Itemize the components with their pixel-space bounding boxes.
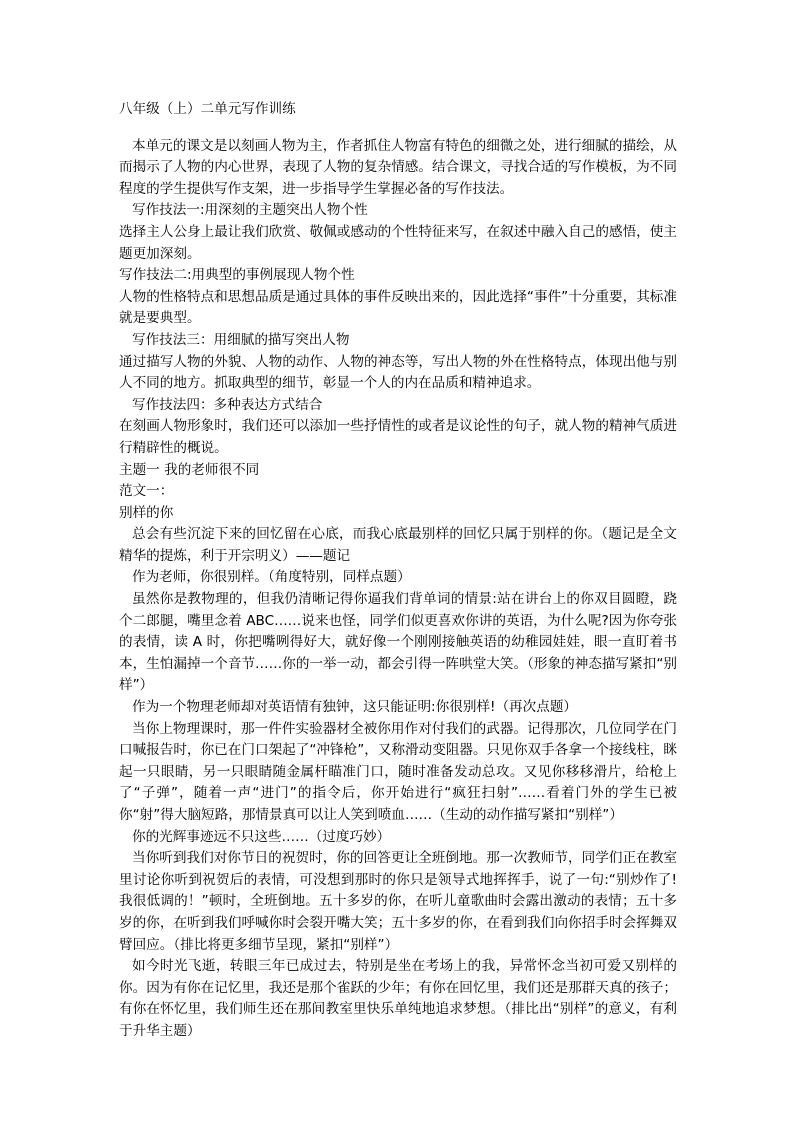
technique-4-body: 在刻画人物形象时，我们还可以添加一些抒情性的或者是议论性的句子，就人物的精神气质进行精辟性的概说。 (119, 418, 677, 456)
essay-title: 别样的你 (119, 504, 174, 521)
paragraph-intro: 本单元的课文是以刻画人物为主，作者抓住人物富有特色的细微之处，进行细腻的描绘，从而揭示了人物的内心世界，表现了人物的复杂情感。结合课文，寻找合适的写作模板，为不同程度的学生提供写作支架，进一步指导学生掌握必备的写作技法。 (119, 137, 677, 197)
essay-paragraph: 总会有些沉淀下来的回忆留在心底，而我心底最别样的回忆只属于别样的你。（题记是全文精华的提炼，利于开宗明义）——题记 (119, 526, 677, 564)
theme-heading: 主题一 我的老师很不同 (119, 461, 260, 478)
technique-1-heading: 写作技法一:用深刻的主题突出人物个性 (132, 202, 368, 219)
technique-3-heading: 写作技法三：用细腻的描写突出人物 (132, 331, 350, 348)
essay-paragraph: 虽然你是教物理的，但我仍清晰记得你逼我们背单词的情景:站在讲台上的你双目圆瞪，跷个二郎腿，嘴里念着 ABC……说来也怪，同学们似更喜欢你讲的英语，为什么呢?因为你夸张的表情，读 A 时，你把嘴咧得好大，就好像一个刚刚接触英语的幼稚园娃娃，眼一直盯着书本，生怕漏掉一个音节……你的一举一动，都会引得一阵哄堂大笑。（形象的神态描写紧扣“别样”） (119, 591, 677, 694)
document-title: 八年级（上）二单元写作训练 (119, 101, 296, 117)
technique-4-heading: 写作技法四：多种表达方式结合 (132, 396, 323, 413)
essay-paragraph: 当你上物理课时，那一件件实验器材全被你用作对付我们的武器。记得那次，几位同学在门口喊报告时，你已在门口架起了“冲锋枪”，又称滑动变阻器。只见你双手各拿一个接线柱，眯起一只眼睛，另一只眼睛随金属杆瞄准门口，随时准备发动总攻。又见你移移滑片，给枪上了“子弹”，随着一声“进门”的指令后，你开始进行“疯狂扫射”……看着门外的学生已被你“射”得大脑短路，那情景真可以让人笑到喷血……（生动的动作描写紧扣“别样”） (119, 720, 677, 823)
technique-3-body: 通过描写人物的外貌、人物的动作、人物的神态等，写出人物的外在性格特点，体现出他与别人不同的地方。抓取典型的细节，彰显一个人的内在品质和精神追求。 (119, 353, 677, 392)
essay-paragraph: 作为一个物理老师却对英语情有独钟，这只能证明:你很别样!（再次点题） (132, 699, 578, 716)
essay-paragraph: 你的光辉事迹远不只这些……（过度巧妙） (132, 828, 391, 845)
essay-paragraph: 作为老师，你很别样。（角度特别，同样点题） (132, 569, 411, 586)
technique-1-body: 选择主人公身上最让我们欣赏、敬佩或感动的个性特征来写，在叙述中融入自己的感悟，使主题更加深刻。 (119, 223, 677, 262)
sample-label: 范文一： (119, 483, 174, 500)
essay-paragraph: 如今时光飞逝，转眼三年已成过去，特别是坐在考场上的我，异常怀念当初可爱又别样的你。因为有你在记忆里，我还是那个雀跃的少年；有你在回忆里，我们还是那群天真的孩子；有你在怀忆里，我们师生还在那间教室里快乐单纯地追求梦想。（排比出“别样”的意义，有利于升华主题） (119, 958, 677, 1039)
document-body (119, 99, 677, 1043)
technique-2-heading: 写作技法二:用典型的事例展现人物个性 (119, 267, 355, 284)
essay-paragraph: 当你听到我们对你节日的祝贺时，你的回答更让全班倒地。那一次教师节，同学们正在教室里讨论你听到祝贺后的表情，可没想到那时的你只是领导式地挥挥手，说了一句:“别炒作了!我很低调的！”顿时，全班倒地。五十多岁的你，在听儿童歌曲时会露出激动的表情；五十多岁的你，在听到我们呼喊你时会裂开嘴大笑；五十多岁的你，在看到我们向你招手时会挥舞双臂回应。（排比将更多细节呈现，紧扣“别样”） (119, 850, 677, 953)
technique-2-body: 人物的性格特点和思想品质是通过具体的事件反映出来的，因此选择“事件”十分重要，其标准就是要典型。 (119, 288, 677, 327)
